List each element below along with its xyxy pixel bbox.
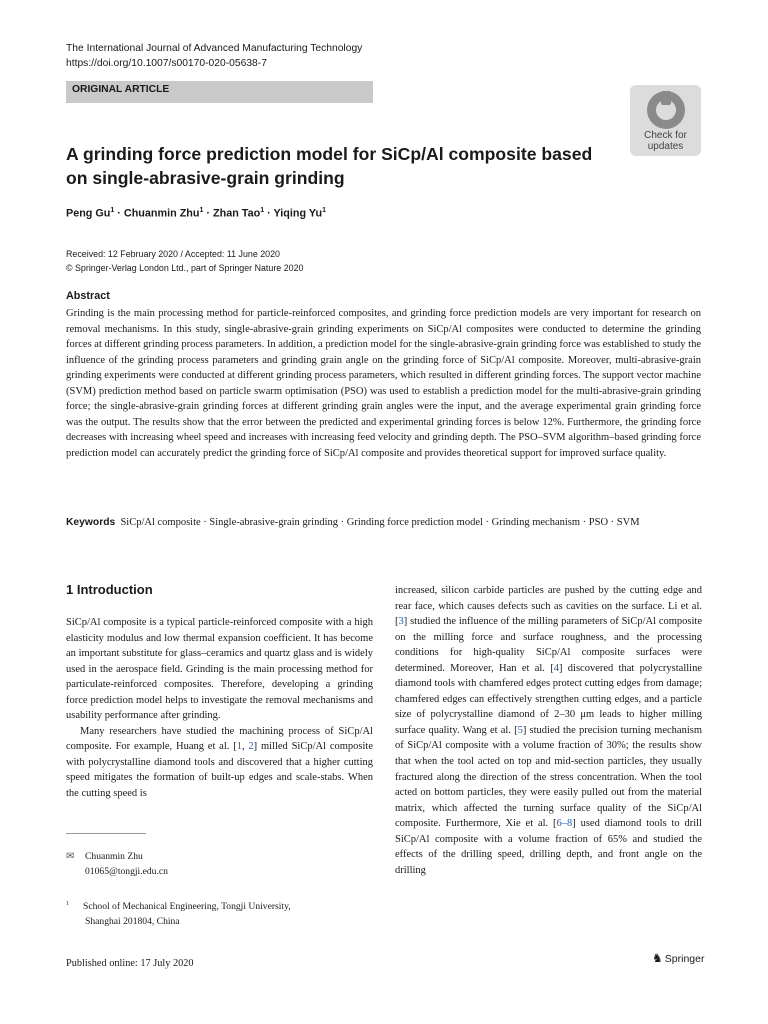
received-dates: Received: 12 February 2020 / Accepted: 11 June 2020 <box>66 249 280 259</box>
article-type-bar <box>66 81 373 103</box>
received-info <box>66 247 303 275</box>
intro-paragraph-2: Many researchers have studied the machining process of SiCp/Al composite. For example, Huang et al. [1, 2] milled SiCp/Al composite with polycrystalline diamond tools and discovered that a higher cutting speed mitigates the formation of built-up edges and scale-stabs. When the cutting speed is <box>66 725 373 800</box>
corresponding-email[interactable]: 01065@tongji.edu.cn <box>85 866 168 877</box>
author-affiliation: 1 <box>322 207 326 214</box>
citation-link[interactable]: 6–8 <box>556 818 573 830</box>
publisher-logo <box>652 951 704 965</box>
affiliation-line2: Shanghai 201804, China <box>85 916 180 927</box>
section-heading-introduction: 1 Introduction <box>66 582 153 597</box>
affiliation-number: 1 <box>66 901 69 907</box>
intro-right-column: increased, silicon carbide particles are pushed by the cutting edge and rear face, which causes defects such as cavities on the surface. Li et al. [3] studied the influence of the milling parameters of SiCp/Al composite on the milling force and surface roughness, and the processing conditions for high-quality SiCp/Al composite surfaces were determined. Moreover, Han et al. [4] discovered that polycrystalline diamond tools with chamfered edges protect cutting edges from damage; chamfered edges can effectively strengthen cutting edges, and a particle size of polycrystalline diamond of 2–30 μm leads to higher milling surface quality. Wang et al. [5] studied the precision turning mechanism of SiCp/Al composite with a volume fraction of 30%; the results show that when the tool acted on top and mid-section particles, they usually fractured along the direction of the stress concentration. When the tool acted on bottom particles, they were easily pulled out from the material matrix, which affected the turning surface quality of the SiCp/Al composite. Furthermore, Xie et al. [6–8] used diamond tools to drill SiCp/Al composite with a volume fraction of 65% and studied the effects of the drilling speed, drilling depth, and front angle on the drilling <box>395 585 703 876</box>
article-title: A grinding force prediction model for SiCp/Al composite based on single-abrasive-grain grinding <box>66 144 593 188</box>
corresponding-author: Chuanmin Zhu <box>85 851 143 862</box>
check-updates-icon <box>647 91 685 129</box>
correspondence <box>66 849 168 879</box>
keywords-heading: Keywords <box>66 517 116 528</box>
author-affiliation: 1 <box>199 207 204 214</box>
author-list: Peng $Gu^1$ · Chuanmin Zhu$^1$ · Zhan Tao$^1$ · Yiqing Yu$^1$ <box>66 207 326 220</box>
abstract-text: Grinding is the main processing method for particle-reinforced composites, and grinding force prediction models are very important for research on removal mechanisms. In this study, single-abrasive-grain grinding experiments on SiCp/Al composites were conducted to determine the grinding forces at different grinding process parameters. In addition, a prediction model for the single-abrasive-grain grinding force was established to study the influence of the grinding process parameters and grinding grain angle on the grinding force of SiCp/Al composite. Moreover, multi-abrasive-grain grinding experiments were conducted at different grinding process parameters, which resulted in different grinding forces. The support vector machine (SVM) prediction method based on particle swarm optimisation (PSO) was used to establish a prediction model for the multi-abrasive-grain grinding force; the single-abrasive-grain grinding forces at different grinding grain angles were the input, and the average experimental grain grinding force was the output. The results show that the error between the predicted and experimental grinding forces is below 12%. Furthermore, the grinding force decreases with increasing wheel speed and increases with increasing feed velocity and grinding depth. The PSO–SVM algorithm–based grinding force prediction model can accurately predict the grinding force of SiCp/Al composite and provides theoretical support for improved surface quality. <box>66 308 701 459</box>
doi-link[interactable]: https://doi.org/10.1007/s00170-020-05638-7 <box>66 58 267 69</box>
intro-paragraph-1: SiCp/Al composite is a typical particle-reinforced composite with a high elasticity modulus and low thermal expansion coefficient. It has become an important substitute for glass–ceramics and quartz glass and is widely used in the aerospace field. Grinding is the main processing method for particulate-reinforced composites. Therefore, developing a grinding force prediction model helps to investigate the removal mechanisms and usability performance after grinding. <box>66 617 373 722</box>
author-name[interactable]: Yiqing Yu <box>273 207 323 220</box>
published-date: Published online: 17 July 2020 <box>66 958 194 969</box>
affiliation <box>66 899 291 929</box>
footnote-divider <box>66 833 146 834</box>
check-updates-line1: Check for <box>644 130 687 141</box>
abstract-heading: Abstract <box>66 290 110 302</box>
citation-link[interactable]: 4 <box>553 662 559 674</box>
citation-link[interactable]: 1 <box>236 741 242 753</box>
intro-left-column <box>66 615 373 802</box>
author-affiliation: 1 <box>110 207 115 214</box>
author-name[interactable]: Zhan Tao <box>213 207 261 220</box>
citation-link[interactable]: 5 <box>517 724 523 736</box>
citation-link[interactable]: 2 <box>248 741 254 753</box>
springer-horse-icon: ♞ <box>652 951 663 965</box>
article-type: ORIGINAL ARTICLE <box>72 84 170 95</box>
journal-header <box>66 41 362 71</box>
publisher-name: Springer <box>664 953 705 965</box>
envelope-icon: ✉ <box>66 851 75 862</box>
author-affiliation: 1 <box>260 207 265 214</box>
journal-name: The International Journal of Advanced Manufacturing Technology <box>66 43 363 54</box>
copyright: © Springer-Verlag London Ltd., part of Springer Nature 2020 <box>66 263 304 273</box>
affiliation-line1: School of Mechanical Engineering, Tongji University, <box>83 901 291 912</box>
check-for-updates-badge[interactable] <box>630 85 701 156</box>
author-name[interactable]: Peng Gu <box>66 207 111 220</box>
author-name[interactable]: Chuanmin Zhu <box>123 207 200 220</box>
keywords <box>66 515 701 531</box>
keywords-list: SiCp/Al composite · Single-abrasive-grain grinding · Grinding force prediction model · Grinding mechanism · PSO · SVM <box>120 517 640 528</box>
citation-link[interactable]: 3 <box>398 616 404 628</box>
check-updates-line2: updates <box>647 141 684 152</box>
